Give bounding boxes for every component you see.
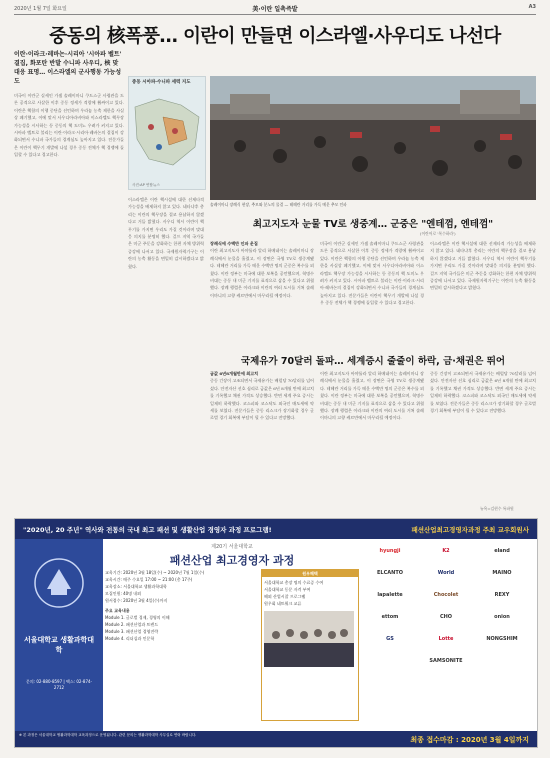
alumni-photo-icon — [262, 609, 356, 669]
funeral-crowd-photo — [210, 76, 536, 200]
article-column-7: 이란 최고지도자 아야톨라 알리 하메네이는 솔레이마니 장례식에서 눈물을 흘렸고, 이 장면은 국영 TV로 생중계됐다. 테헤란 거리를 가득 메운 수백만 명의 군중은 복수를 외쳤다. 이란 정부는 미국에 대한 보복을 공언했으며, 혁명수비대는 중동 내 미군 기지를 표적으로 삼을 수 있다고 위협했다. 장례 행렬은 이라크와 이란의 여러 도시를 거쳐 솔레이마니의 고향 케르만에서 마무리될 예정이다. — [320, 371, 424, 421]
logo-eland: eland — [494, 548, 510, 554]
benefits-box — [261, 569, 359, 721]
sub-headline-3: 국제유가 70달러 돌파… 세계증시 줄줄이 하락, 금·채권은 뛰어 — [240, 356, 506, 367]
logo-hyungji: hyungji — [379, 548, 401, 554]
column-3-text: 이란 최고지도자 아야톨라 알리 하메네이는 솔레이마니 장례식에서 눈물을 흘렸고, 이 장면은 국영 TV로 생중계됐다. 테헤란 거리를 가득 메운 수백만 명의 군중은 복수를 외쳤다. 이란 정부는 미국에 대한 보복을 공언했으며, 혁명수비대는 중동 내 미군 기지를 표적으로 삼을 수 있다고 위협했다. 장례 행렬은 이라크와 이란의 여러 도시를 거쳐 솔레이마니의 고향 케르만에서 마무리될 예정이다. — [210, 248, 314, 298]
course-line: 원서접수: 2020년 3월 4일(수)까지 — [105, 598, 168, 603]
benefit-item: 원우회 네트워크 교류 — [264, 601, 302, 606]
course-title: 패션산업 최고경영자 과정 — [169, 554, 295, 567]
logo-k2: K2 — [442, 548, 450, 554]
issue-date: 2020년 1월 7일 화요일 — [14, 6, 67, 12]
benefit-item: 해외 산업시찰 프로그램 — [264, 594, 306, 599]
course-details — [105, 569, 255, 642]
reporter-byline: 뉴욕=김현수 특파원 — [480, 506, 514, 511]
region-map-icon — [129, 87, 205, 177]
university-contact: 문의: 02-880-8597 | 팩스: 02-874-2712 — [26, 679, 92, 690]
crowd-photo-icon — [210, 76, 536, 200]
logo-cho: CHO — [439, 614, 453, 620]
university-emblem-icon — [15, 539, 103, 649]
logo-gs: GS — [386, 636, 394, 642]
logo-lapalette: lapalette — [377, 592, 403, 598]
course-line: 교육기간: 2020년 3월 18일(수) ~ 2020년 7월 1일(수) — [105, 570, 205, 575]
advertisement — [14, 518, 538, 748]
logo-samsonite: SAMSONITE — [429, 658, 463, 664]
logo-lotte: Lotte — [438, 636, 454, 642]
course-line: 교육시간: 매주 수요일 17:00 ~ 21:00 (총 17주) — [105, 577, 193, 582]
curriculum-item: Module 4. 리더십과 인문학 — [105, 636, 155, 641]
university-name: 서울대학교 생활과학대학 — [23, 636, 95, 654]
ad-banner-right: 패션산업최고경영자과정 주최 교우회원사 — [411, 526, 529, 534]
logo-world: World — [437, 570, 455, 576]
sub-headline-2: 최고지도자 눈물 TV로 생중계… 군중은 "엔테껌, 엔테껌" — [252, 219, 494, 230]
benefits-title: 원우혜택 — [262, 570, 358, 577]
column-6-heading: 금값 6년8개월만에 최고치 — [210, 371, 259, 376]
page-number: A3 — [528, 4, 536, 10]
curriculum-title: 주요 교육내용 — [105, 608, 130, 613]
benefits-list — [262, 577, 358, 609]
member-logos — [365, 543, 533, 729]
column-3-heading: 장례식에 수백만 인파 운집 — [210, 241, 258, 246]
ad-university-panel — [15, 539, 103, 731]
curriculum-item: Module 2. 패션산업과 트렌드 — [105, 622, 159, 627]
masthead — [14, 2, 536, 15]
benefit-item: 서울대학교 총장 명의 수료증 수여 — [264, 580, 324, 585]
article-column-5: 이스라엘은 이란 핵시설에 대한 선제타격 가능성을 배제하지 않고 있다. 네타냐후 총리는 이란의 핵무장을 결코 용납하지 않겠다고 거듭 밝혔다. 사우디 역시 이란이 핵무기를 가지면 우리도 가질 것이라며 맞대응 의지를 분명히 했다. 걸프 지역 국가들은 미군 주둔을 강화하는 한편 자체 방위력 증강에 나서고 있다. 국제원자력기구는 이란의 농축 활동을 면밀히 감시하겠다고 밝혔다. — [430, 241, 536, 291]
sub-headline-1: 이란·이라크·레바논·시리아 '시아파 벨트' 결집, 화포탄 반발 수니파 사우디, 核 맞대응 표명… 이스라엘의 군사행동 가능성도 — [14, 51, 122, 85]
logo-rexy: REXY — [494, 592, 510, 598]
logo-onion: onion — [494, 614, 510, 620]
article-column-3 — [210, 240, 314, 348]
graphic-note: 사진:AP 연합뉴스 — [132, 183, 160, 187]
course-line: 교육장소: 서울대학교 생활과학대학 — [105, 584, 167, 589]
ad-course-info — [105, 543, 359, 729]
sub-headline-2-note: (이란어로 '복수하라') — [420, 231, 456, 236]
logo-ettom: ettom — [381, 614, 399, 620]
course-cohort: 제20기 서울대학교 — [211, 544, 253, 550]
photo-caption: 솔레이마니 장례식 현장, 추모와 분노의 물결 — 테헤란 거리를 가득 메운 추모 인파 — [210, 202, 347, 207]
logo-maino: MAINO — [492, 570, 512, 576]
curriculum-item: Module 1. 글로벌 경제, 경영의 이해 — [105, 615, 170, 620]
ad-deadline: 최종 접수마감 : 2020년 3월 4일까지 — [410, 736, 529, 744]
ad-banner-text: "2020년, 20 주년" 역사와 전통의 국내 최고 패션 및 생활산업 경영자 과정 프로그램! — [23, 526, 272, 534]
article-column-4: 미국이 이란군 실세인 가셈 솔레이마니 쿠드스군 사령관을 드론 공격으로 사살한 이후 중동 정세가 격랑에 휩싸이고 있다. 이란은 핵합의 이행 중단을 선언하며 우라늄 농축 제한을 사실상 폐기했고, 이에 맞서 사우디아라비아와 이스라엘도 핵무장 가능성을 시사하는 등 중동의 핵 도미노 우려가 커지고 있다. 시아파 벨트로 불리는 이란·이라크·시리아·레바논의 결집이 강화되면서 수니파 국가들의 경계심도 높아지고 있다. 전문가들은 이란이 핵무기 개발에 나설 경우 중동 전체가 핵 경쟁에 돌입할 수 있다고 경고한다. — [320, 241, 424, 306]
main-headline: 중동의 核폭풍… 이란이 만들면 이스라엘·사우디도 나선다 — [49, 26, 501, 47]
article-column-2: 이스라엘은 이란 핵시설에 대한 선제타격 가능성을 배제하지 않고 있다. 네타냐후 총리는 이란의 핵무장을 결코 용납하지 않겠다고 거듭 밝혔다. 사우디 역시 이란이 핵무기를 가지면 우리도 가질 것이라며 맞대응 의지를 분명히 했다. 걸프 지역 국가들은 미군 주둔을 강화하는 한편 자체 방위력 증강에 나서고 있다. 국제원자력기구는 이란의 농축 활동을 면밀히 감시하겠다고 밝혔다. — [128, 197, 204, 269]
article-column-6 — [210, 370, 314, 504]
ad-top-banner — [15, 519, 537, 539]
curriculum-item: Module 3. 패션산업 경영전략 — [105, 629, 159, 634]
ad-footer-note: ※ 본 과정은 서울대학교 생활과학대학 교육과정으로 운영됩니다. 관련 문의는 생활과학대학 사무실로 연락 바랍니다. — [19, 733, 197, 737]
article-column-1: 미국이 이란군 실세인 가셈 솔레이마니 쿠드스군 사령관을 드론 공격으로 사살한 이후 중동 정세가 격랑에 휩싸이고 있다. 이란은 핵합의 이행 중단을 선언하며 우라늄 농축 제한을 사실상 폐기했고, 이에 맞서 사우디아라비아와 이스라엘도 핵무장 가능성을 시사하는 등 중동의 핵 도미노 우려가 커지고 있다. 시아파 벨트로 불리는 이란·이라크·시리아·레바논의 결집이 강화되면서 수니파 국가들의 경계심도 높아지고 있다. 전문가들은 이란이 핵무기 개발에 나설 경우 중동 전체가 핵 경쟁에 돌입할 수 있다고 경고한다. — [14, 93, 124, 158]
article-column-8: 중동 긴장이 고조되면서 국제유가는 배럴당 70달러를 넘어섰다. 안전자산 선호 심리로 금값은 6년 8개월 만에 최고치를 기록했고 채권 가격도 상승했다. 반면 세계 주요 증시는 일제히 하락했다. 코스피와 코스닥도 외국인 매도세에 약세를 보였다. 전문가들은 중동 리스크가 장기화할 경우 글로벌 경기 회복에 부담이 될 수 있다고 전망했다. — [430, 371, 536, 414]
column-6-text: 중동 긴장이 고조되면서 국제유가는 배럴당 70달러를 넘어섰다. 안전자산 선호 심리로 금값은 6년 8개월 만에 최고치를 기록했고 채권 가격도 상승했다. 반면 세계 주요 증시는 일제히 하락했다. 코스피와 코스닥도 외국인 매도세에 약세를 보였다. 전문가들은 중동 리스크가 장기화할 경우 글로벌 경기 회복에 부담이 될 수 있다고 전망했다. — [210, 378, 314, 421]
logo-nongshim: NONGSHIM — [486, 636, 518, 642]
graphic-title: 중동 시아파·수니파 세력 지도 — [132, 80, 191, 85]
section-title: 美·이란 일촉즉발 — [252, 6, 298, 13]
logo-chocolet: Chocolet — [433, 592, 459, 598]
ad-footer — [15, 731, 537, 747]
course-line: 모집인원: 40명 내외 — [105, 591, 142, 596]
logo-elcanto: ELCANTO — [377, 570, 403, 576]
map-graphic — [128, 76, 206, 190]
benefit-item: 서울대학교 동문 자격 부여 — [264, 587, 311, 592]
